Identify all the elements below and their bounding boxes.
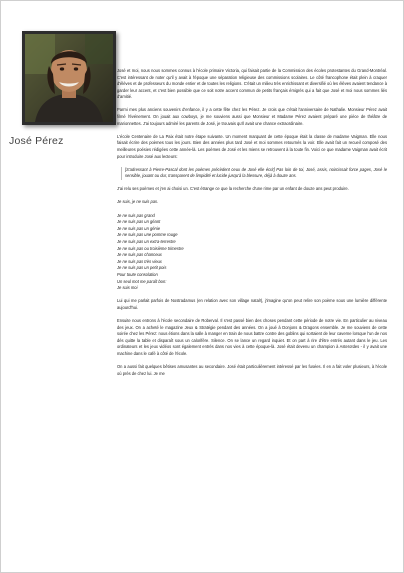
poem-line: Je ne suis pas un petit pois — [117, 265, 167, 271]
paragraph: Parmi mes plus anciens souvenirs d'enfance, il y a cette fête chez les Pérez. Je crois que c'était l'anniversaire de Nathalie. Monsieur Pérez avait filmé l'événement. On jouait aux cowboys, je me souviens aussi que Monsieur et Madame Pérez avaient préparé une pièce de théâtre de marionnettes. J'ai toujours admiré les parents de José, je trouvais qu'il avait une chance extraordinaire. — [117, 107, 387, 126]
poem-line: Je ne suis pas un géant — [117, 219, 161, 225]
poem — [117, 199, 387, 291]
poem-line: Je ne suis pas grand — [117, 212, 155, 218]
poem-line: Je ne suis pas chanceux — [117, 252, 162, 258]
poem-line: Un seul mot me paraît bon: — [117, 278, 167, 284]
poem-line: Pour toute consolation — [117, 271, 158, 277]
poem-line: Je ne suis pas un extra-terrestre — [117, 238, 176, 244]
article-body — [117, 68, 387, 384]
paragraph: Ensuite nous entrons à l'école secondaire de Roberval. Il s'est passé bien des choses pendant cette période de notre vie. En particulier au niveau des jeux. On a acheté le magazine Jeux & Stratégie pendant des années. On a joué à Donjons & Dragons ensemble. Je me souviens de cette soirée chez les Pérez: nous étions dans la salle à manger en train de nous battre contre des goblins qui sortaient de leur caverne lorsque l'un de nos dés quitte la table et disparaît sous un calorifère. Silence. On se lance un regard inquiet. Et on part à rire d'être entrés autant dans le jeu. Les ordinateurs et les jeux vidéos sont également entrés dans nos vies à cette époque-là. José était devenu un champion à Asteroïdes - il y avait une machine dans le café à côté de l'école. — [117, 317, 387, 356]
author-sidebar — [9, 31, 113, 147]
author-portrait-icon — [25, 34, 113, 122]
teacher-quote: [S'adressant à Pierre-Pascal dont les poèmes précèdent ceux de José elle écrit] Pas loin de toi, José, assis, noircissait force pages, José le sensible, jouant ou dur, transparent de limpidité et lucide jusqu'à la blessure, déjà à douze ans. — [121, 167, 387, 180]
paragraph: L'école Centenaire de La Paix était notre étape suivante. Un moment marquant de cette époque était la classe de madame Vaigman. Elle nous faisait écrire des poèmes tous les jours. Bien des années plus tard José et moi sommes retournés la voir. Elle avait fait un recueil composé des meilleures poésies rédigées cette année-là. Les poèmes de José et les miens se retrouvent à la toute fin. Voici ce que madame Vaigman avait écrit pour introduire José aux lecteurs: — [117, 133, 387, 159]
poem-line: Je ne suis pas très vieux — [117, 258, 162, 264]
author-name: José Pérez — [9, 135, 64, 147]
poem-title-line: Je suis, je ne suis pas. — [117, 199, 159, 205]
paragraph: José et moi, nous nous sommes connus à l'école primaire Victoria, qui faisait partie de la Commission des écoles protestantes du Grand-Montréal. C'est intéressant de noter qu'il y avait à l'époque une séparation religieuse des commissions scolaires. Le côté francophone était plein à craquer d'élèves et de professeurs du monde entier et de toutes les religions. C'était un milieu très enrichissant et diversifié où les élèves avaient tendance à garder leur accent, et c'est bien possible que ce soit notre accent commun de petits français émigrés qui a fait que José et moi nous sommes liés d'amitié. — [117, 68, 387, 100]
author-photo — [22, 31, 116, 125]
paragraph: Lui qui me parlait parfois de Nostradamus (en relation avec son village natal!), j'imagine qu'on peut relire son poème sous une lumière différente aujourd'hui. — [117, 298, 387, 310]
poem-line: Je ne suis pas une pomme rouge — [117, 232, 178, 238]
poem-line: Je suis moi — [117, 285, 138, 291]
poem-line: Je ne suis pas ou troisième trimestre — [117, 245, 184, 251]
paragraph: On a aussi fait quelques bêtises amusantes au secondaire. José était particulièrement intéressé par les fusées. Il en a fait voler plusieurs, à l'école où près de chez lui. Je me — [117, 363, 387, 376]
poem-line: Je ne suis pas un génie — [117, 225, 161, 231]
paragraph: J'ai relu ses poèmes et j'en ai choisi un. C'est étrange ce que la recherche d'une rime par un enfant de douze ans peut produire. — [117, 186, 349, 192]
